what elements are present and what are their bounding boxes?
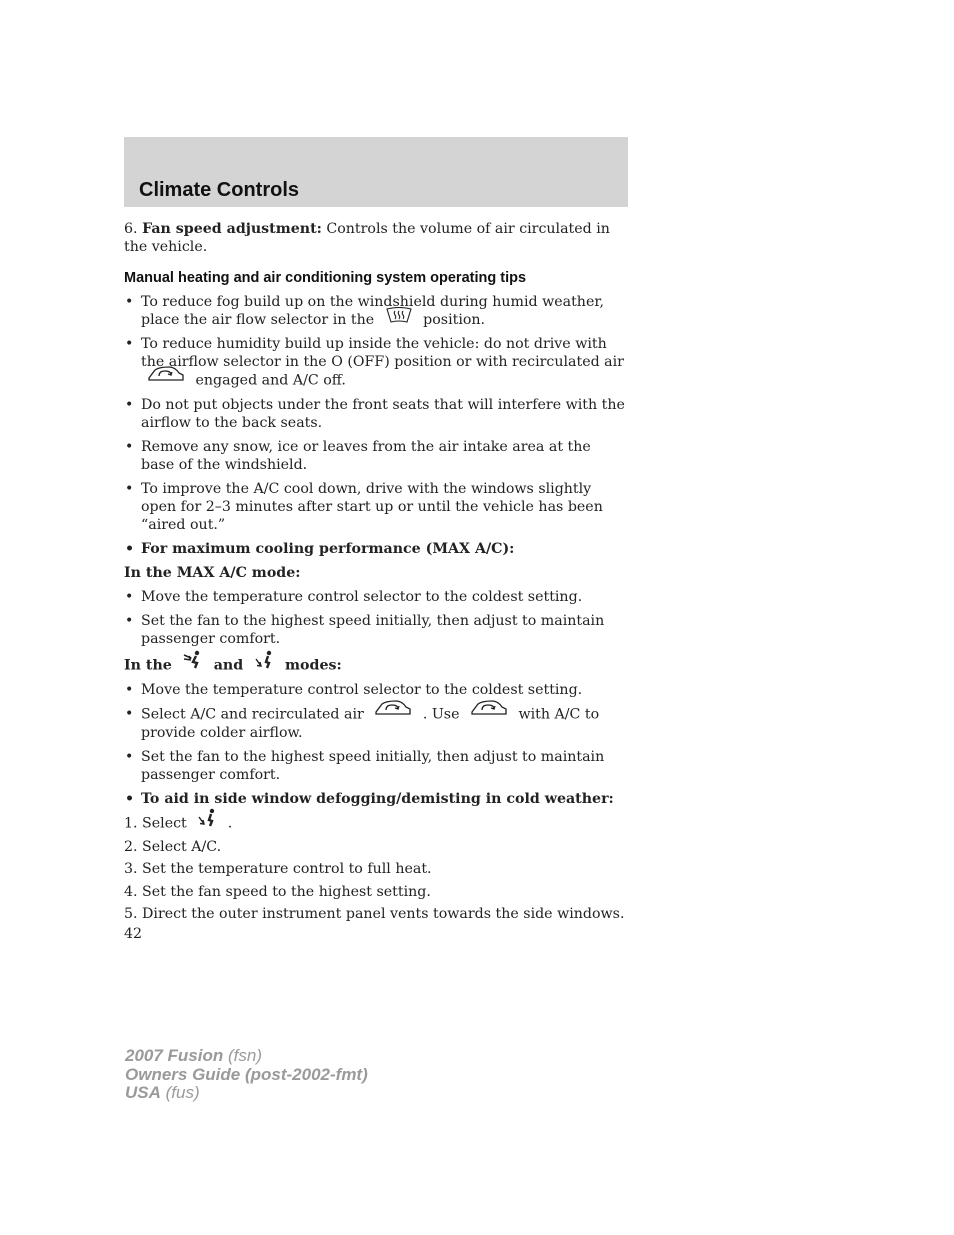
item-6: 6. Fan speed adjustment: Controls the volume of air circulated in the vehicle. <box>124 221 610 255</box>
section-title: Climate Controls <box>139 179 300 201</box>
floor-mode-icon <box>197 808 217 833</box>
windshield-defrost-icon <box>385 307 413 328</box>
panel-vent-mode-icon <box>183 650 203 675</box>
max-ac-list <box>124 588 628 648</box>
document-footer: 2007 Fusion (fsn) Owners Guide (post-2002-fmt) USA (fus) <box>125 1046 368 1102</box>
defog-steps <box>124 814 628 923</box>
max-ac-heading: In the MAX A/C mode: <box>124 565 301 581</box>
list-item: • To reduce humidity build up inside the vehicle: do not drive with the airflow selector in the O (OFF) position or with recirculated air engaged and A/C off. <box>124 335 628 390</box>
recirculated-air-icon <box>374 699 412 724</box>
list-item: • Select A/C and recirculated air . Use with A/C to provide colder airflow. <box>124 705 628 742</box>
list-item: • Set the fan to the highest speed initially, then adjust to maintain passenger comfort. <box>124 748 628 784</box>
list-item: • Remove any snow, ice or leaves from the air intake area at the base of the windshield. <box>124 438 628 474</box>
list-item: 4. Set the fan speed to the highest setting. <box>124 883 431 900</box>
recirculated-air-icon <box>147 365 185 390</box>
floor-mode-icon <box>254 650 274 675</box>
list-item: 2. Select A/C. <box>124 838 222 855</box>
tips-heading: Manual heating and air conditioning system operating tips <box>124 270 527 286</box>
list-item: 3. Set the temperature control to full heat. <box>124 861 432 878</box>
page-content <box>124 220 628 928</box>
list-item: • To aid in side window defogging/demisting in cold weather: <box>124 790 628 808</box>
list-item: 1. Select . <box>124 814 628 833</box>
list-item: • To reduce fog build up on the windshield during humid weather, place the air flow selector in the position. <box>124 293 628 329</box>
list-item: • Move the temperature control selector to the coldest setting. <box>124 588 628 606</box>
list-item: • Move the temperature control selector to the coldest setting. <box>124 681 628 699</box>
list-item: • Do not put objects under the front seats that will interfere with the airflow to the back seats. <box>124 396 628 432</box>
tips-list <box>124 293 628 558</box>
list-item: • Set the fan to the highest speed initially, then adjust to maintain passenger comfort. <box>124 612 628 648</box>
modes-heading: In the and modes: <box>124 656 628 675</box>
section-header-band <box>124 137 628 207</box>
page-number: 42 <box>124 926 143 942</box>
recirculated-air-icon <box>470 699 508 724</box>
modes-list <box>124 681 628 808</box>
list-item: • For maximum cooling performance (MAX A/C): <box>124 540 628 558</box>
list-item: 5. Direct the outer instrument panel vents towards the side windows. <box>124 906 625 923</box>
list-item: • To improve the A/C cool down, drive with the windows slightly open for 2–3 minutes after start up or until the vehicle has been “aired out.” <box>124 480 628 534</box>
